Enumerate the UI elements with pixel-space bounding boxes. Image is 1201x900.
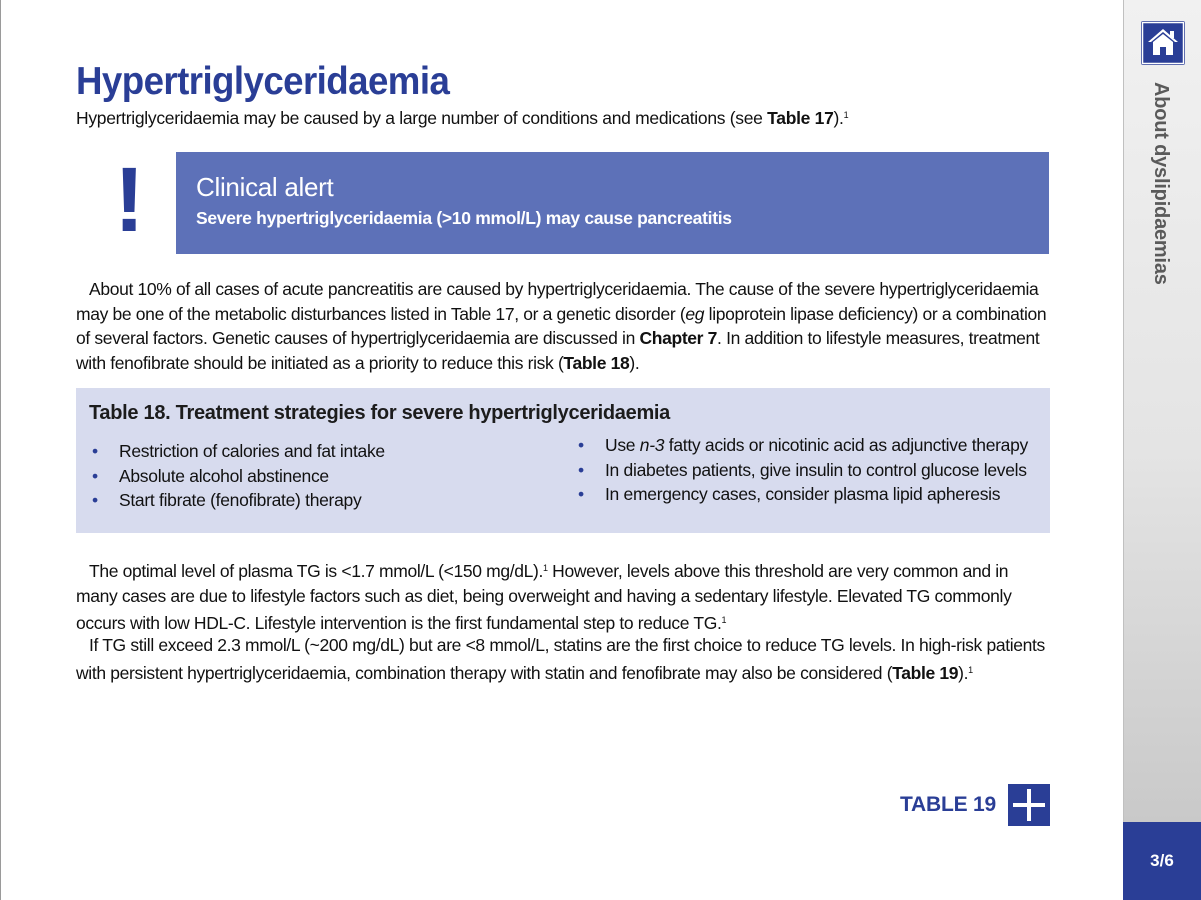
table-19-link[interactable] [900, 784, 1050, 826]
para2-part2: However, levels above this threshold are very common and in many cases are due to lifestyle factors such as diet, being overweight and having a sedentary lifestyle. Elevated TG commonly occurs with low HDL-C. Lifestyle intervention is the first fundamental step to reduce TG. [76, 561, 1012, 633]
plus-icon[interactable] [1008, 784, 1050, 826]
paragraph-statins [76, 633, 1050, 685]
para3-table-ref: Table 19 [892, 662, 959, 683]
bullet-icon: • [92, 465, 98, 486]
list-item: • Absolute alcohol abstinence [90, 464, 385, 489]
bullet-icon: • [578, 459, 584, 480]
paragraph-optimal-tg [76, 556, 1050, 636]
sidebar [1123, 0, 1201, 822]
intro-tail: ). [833, 108, 844, 128]
clinical-alert-box [176, 152, 1049, 254]
paragraph-pancreatitis [76, 277, 1050, 375]
para2-citation-1: 1 [543, 563, 548, 573]
para3-citation: 1 [968, 664, 973, 675]
intro-citation: 1 [843, 110, 849, 120]
list-item: • Use n-3 fatty acids or nicotinic acid as adjunctive therapy [576, 433, 1028, 458]
exclamation-icon: ! [114, 149, 145, 251]
para1-part1: About 10% of all cases of acute pancreatitis are caused by hypertriglyceridaemia. The cause of the severe hypertriglyceridaemia may be one of the metabolic disturbances listed in Table 17, or a genetic disorder ( [76, 279, 1039, 324]
clinical-alert [76, 149, 1050, 254]
para1-part4: ). [629, 352, 640, 373]
bullet-icon: • [92, 490, 98, 510]
para1-table-ref: Table 18 [563, 352, 630, 373]
table-18 [76, 388, 1050, 533]
para2-part1: The optimal level of plasma TG is <1.7 mmol/L (<150 mg/dL). [89, 561, 544, 581]
para1-italic-eg: eg [685, 303, 705, 324]
list-item: • In emergency cases, consider plasma lipid apheresis [576, 482, 1028, 507]
page-edge [0, 0, 1, 900]
bullet-icon: • [92, 441, 98, 461]
page-title: Hypertriglyceridaemia [76, 60, 450, 103]
bullet-icon: • [578, 435, 584, 455]
para1-chapter-ref: Chapter 7 [639, 328, 718, 348]
bullet-icon: • [578, 484, 584, 504]
home-button[interactable] [1141, 21, 1185, 65]
page-indicator: 3/6 [1123, 822, 1201, 900]
table-18-right-list [576, 433, 1028, 507]
list-item: • Restriction of calories and fat intake [90, 439, 385, 464]
para1-part2: lipoprotein lipase deficiency) or a combination of several factors. Genetic causes of hypertriglyceridaemia are discussed in [76, 303, 1047, 348]
intro-text: Hypertriglyceridaemia may be caused by a large number of conditions and medications (see [76, 108, 768, 128]
section-label: About dyslipidaemias [1150, 82, 1172, 285]
list-item: • In diabetes patients, give insulin to control glucose levels [576, 458, 1028, 483]
intro-paragraph [76, 108, 848, 129]
table-19-label[interactable]: TABLE 19 [899, 793, 996, 816]
table-18-left-list [90, 439, 385, 513]
intro-table-ref: Table 17 [767, 108, 834, 128]
home-icon[interactable] [1141, 21, 1185, 65]
para3-part2: ). [958, 662, 969, 683]
clinical-alert-text: Severe hypertriglyceridaemia (>10 mmol/L) may cause pancreatitis [196, 208, 732, 228]
para2-citation-2: 1 [721, 615, 727, 625]
clinical-alert-title: Clinical alert [196, 172, 334, 202]
para1-part3: . In addition to lifestyle measures, treatment with fenofibrate should be initiated as a priority to reduce this risk ( [76, 328, 1040, 373]
list-item: • Start fibrate (fenofibrate) therapy [90, 488, 385, 513]
main-content [76, 0, 1050, 900]
table-18-title: Table 18. Treatment strategies for severe hypertriglyceridaemia [89, 402, 671, 424]
para3-part1: If TG still exceed 2.3 mmol/L (~200 mg/dL) but are <8 mmol/L, statins are the first choice to reduce TG levels. In high-risk patients with persistent hypertriglyceridaemia, combination therapy with statin and fenofibrate may also be considered ( [76, 635, 1045, 683]
